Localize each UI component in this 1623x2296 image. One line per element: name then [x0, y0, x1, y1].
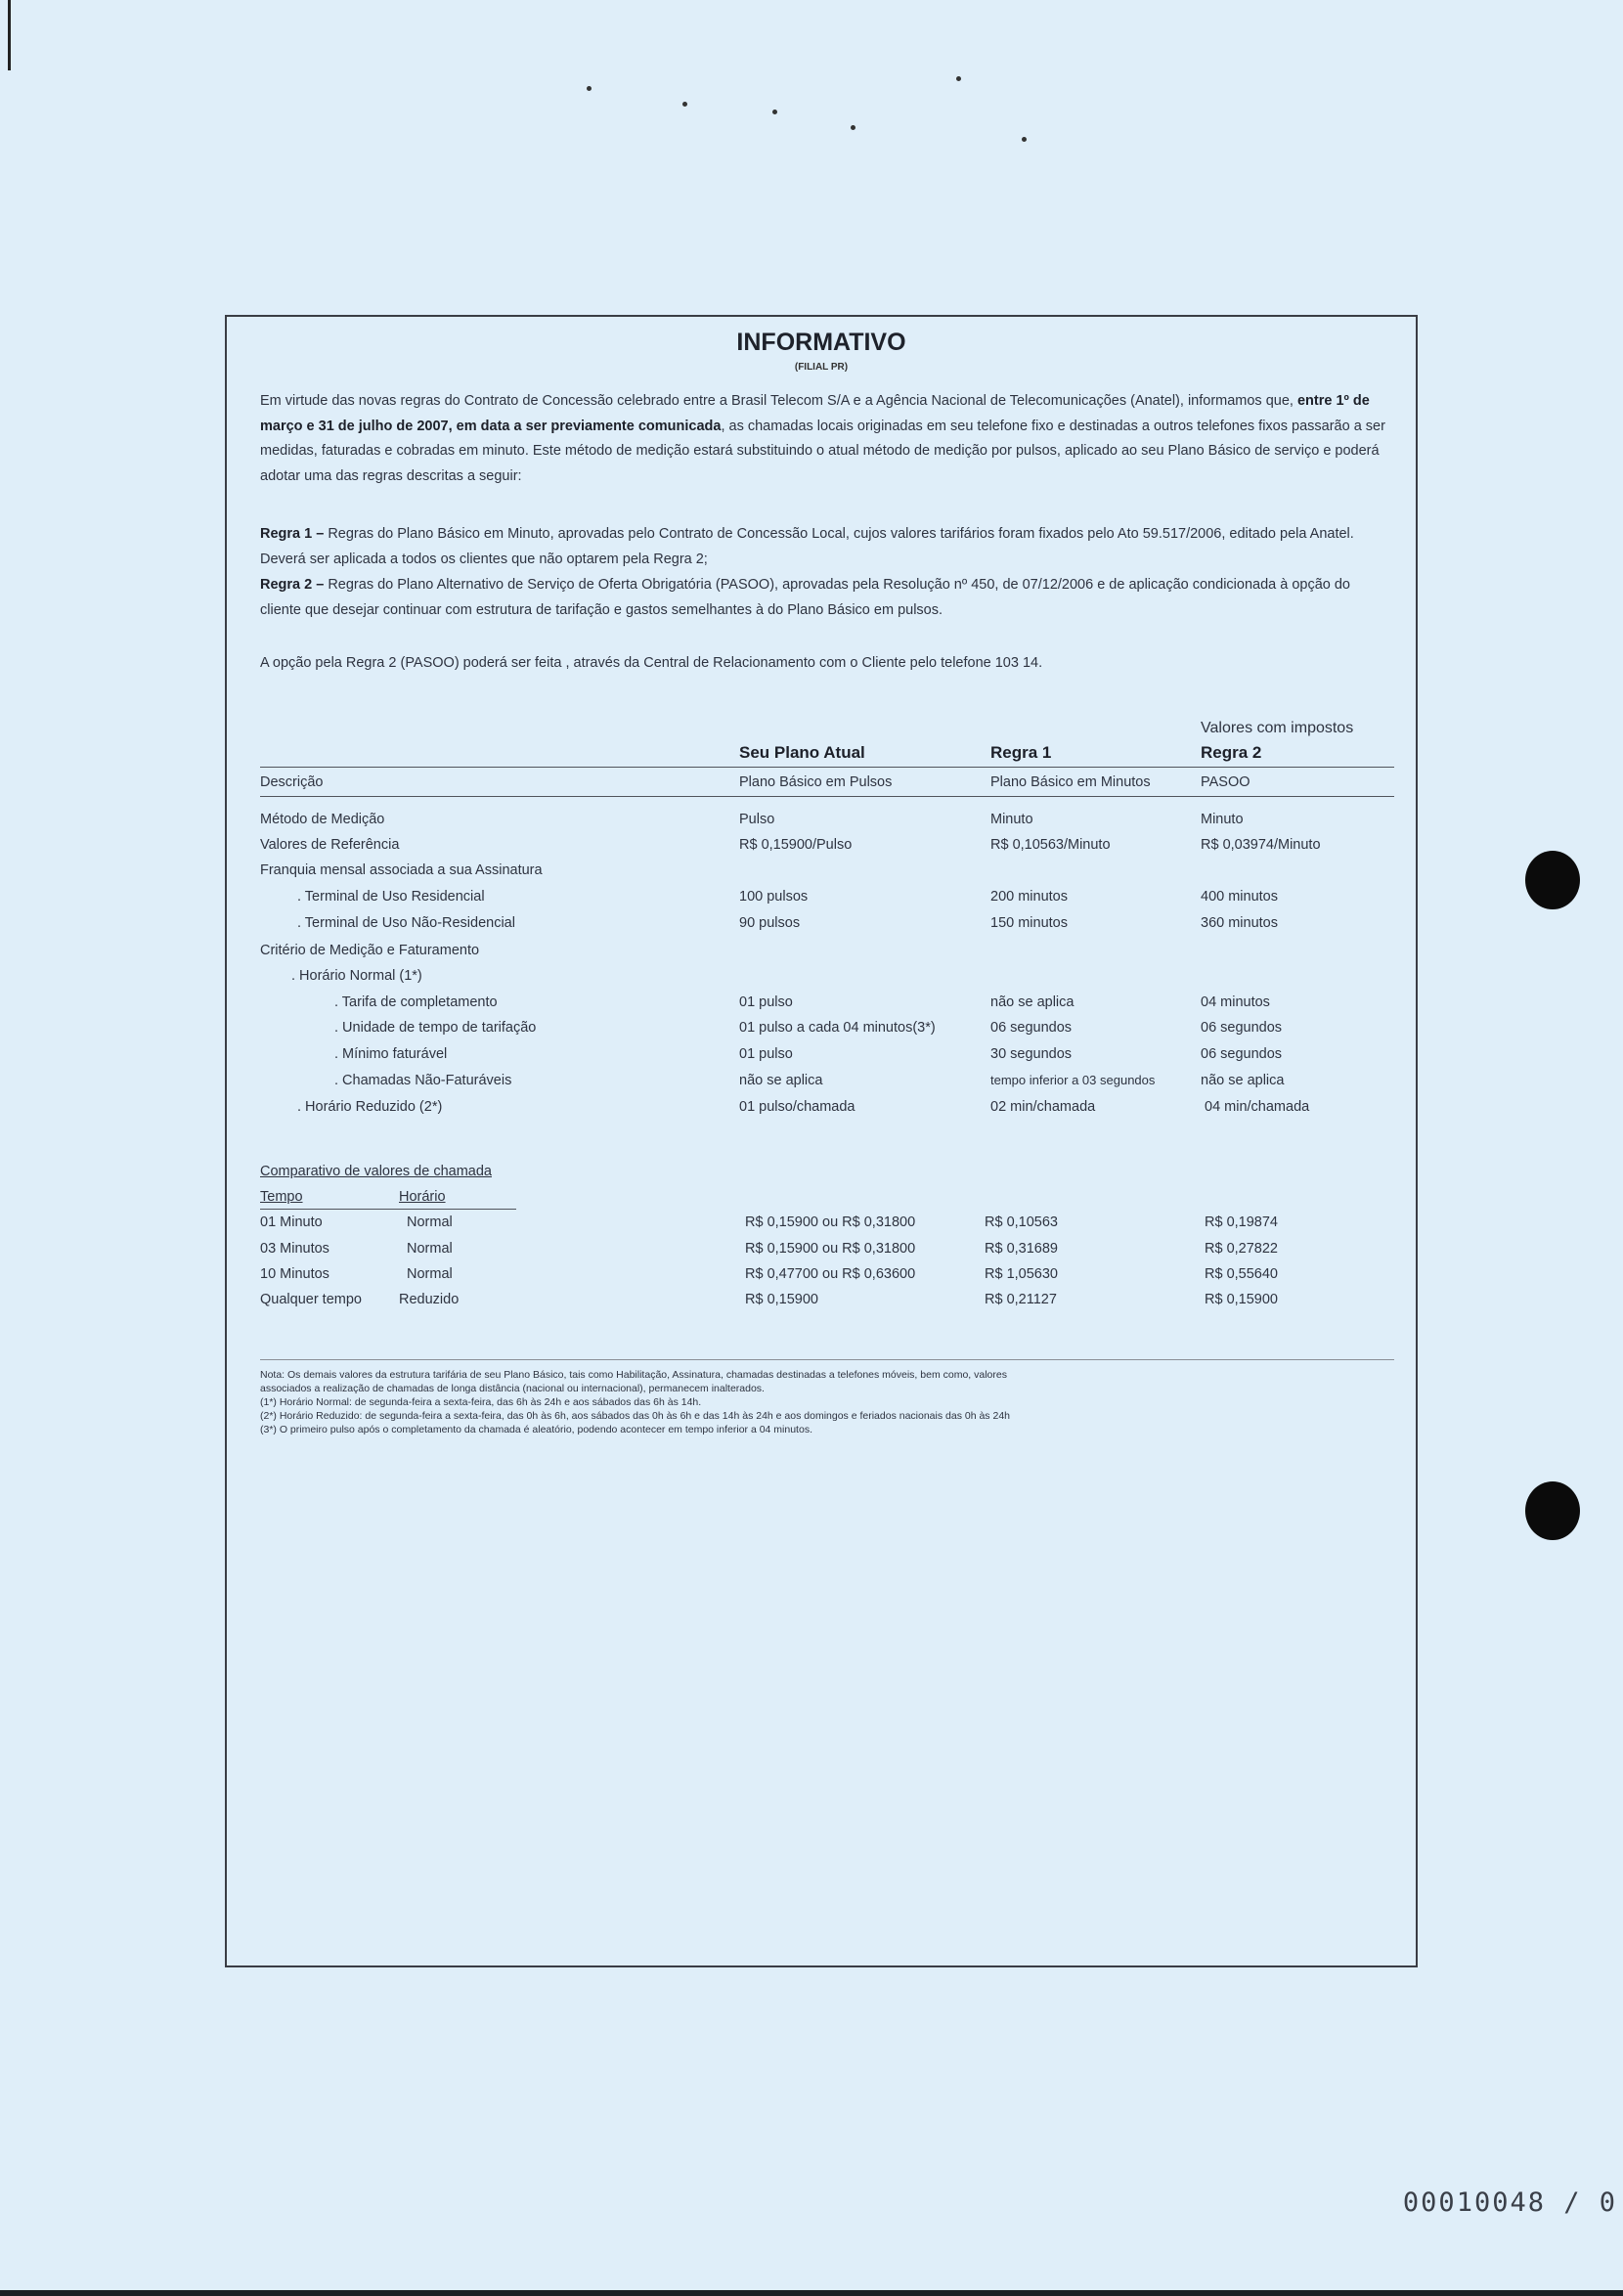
table-row	[227, 994, 1416, 1020]
cmp-rule1: R$ 0,31689	[985, 1241, 1058, 1257]
cell-rule1: 30 segundos	[990, 1046, 1073, 1062]
note-line: associados a realização de chamadas de longa distância (nacional ou internacional), permanecem inalterados.	[260, 1383, 765, 1394]
notes-rule	[260, 1359, 1394, 1360]
intro-text-1: Em virtude das novas regras do Contrato de Concessão celebrado entre a Brasil Telecom S/A e a Agência Nacional de Telecomunicações (Anatel), informamos que,	[260, 393, 1297, 409]
cmp-tempo: 01 Minuto	[260, 1214, 323, 1230]
table-row	[227, 1099, 1416, 1125]
table-row	[227, 889, 1416, 914]
cell-rule1: 02 min/chamada	[990, 1099, 1096, 1115]
comparison-head-tempo: Tempo	[260, 1189, 303, 1205]
cell-current: R$ 0,15900/Pulso	[739, 837, 853, 853]
intro-paragraph	[260, 389, 1394, 489]
cell-rule2: 04 min/chamada	[1205, 1099, 1310, 1115]
table-row	[227, 1073, 1416, 1098]
row-label: Valores de Referência	[260, 837, 400, 853]
document-number: 00010048 / 0	[1402, 2187, 1617, 2218]
row-label: . Chamadas Não-Faturáveis	[334, 1073, 512, 1088]
cmp-rule2: R$ 0,27822	[1205, 1241, 1278, 1257]
cmp-rule2: R$ 0,15900	[1205, 1292, 1278, 1307]
row-label: . Horário Reduzido (2*)	[297, 1099, 443, 1115]
cell-rule1: 06 segundos	[990, 1020, 1073, 1036]
scan-edge-mark	[8, 0, 11, 70]
table-row	[227, 837, 1416, 862]
rule-1-text: Regras do Plano Básico em Minuto, aprovadas pelo Contrato de Concessão Local, cujos valores tarifários foram fixados pelo Ato 59.517/2006, editado pela Anatel. Deverá ser aplicada a todos os clientes que não optarem pela Regra 2;	[260, 526, 1354, 567]
intro-bold-dates: entre 1º de março e 31 de julho de 2007, em data a ser previamente comunicada	[260, 393, 1370, 434]
col-current-plan-sub: Plano Básico em Pulsos	[739, 774, 893, 790]
cmp-horario: Normal	[407, 1241, 453, 1257]
scan-speck	[1022, 137, 1027, 142]
table-header-rule	[260, 796, 1394, 797]
cell-rule2: R$ 0,03974/Minuto	[1201, 837, 1321, 853]
cell-rule2: 04 minutos	[1201, 994, 1270, 1010]
table-row	[227, 812, 1416, 837]
col-current-plan-head: Seu Plano Atual	[739, 743, 865, 762]
scan-speck	[956, 76, 961, 81]
cell-rule1: não se aplica	[990, 994, 1075, 1010]
scan-speck	[851, 125, 855, 130]
cell-rule1: tempo inferior a 03 segundos	[990, 1073, 1156, 1087]
punch-hole	[1525, 851, 1580, 909]
rule-2-paragraph	[260, 573, 1394, 623]
note-line: Nota: Os demais valores da estrutura tarifária de seu Plano Básico, tais como Habilitação, Assinatura, chamadas destinadas a telefones móveis, bem como, valores	[260, 1369, 1007, 1381]
row-label: Critério de Medição e Faturamento	[260, 943, 480, 958]
doc-title: INFORMATIVO	[736, 329, 906, 356]
doc-subtitle: (FILIAL PR)	[794, 362, 849, 373]
comparison-head-horario: Horário	[399, 1189, 446, 1205]
cell-rule2: 06 segundos	[1201, 1046, 1283, 1062]
col-rule2-head: Regra 2	[1201, 743, 1262, 762]
cmp-rule2: R$ 0,19874	[1205, 1214, 1278, 1230]
rule-1-label: Regra 1 –	[260, 526, 325, 542]
cmp-current: R$ 0,15900 ou R$ 0,31800	[745, 1241, 916, 1257]
col-rule1-head: Regra 1	[990, 743, 1052, 762]
cell-rule1: 150 minutos	[990, 915, 1068, 931]
table-top-rule	[260, 767, 1394, 768]
cell-rule2: Minuto	[1201, 812, 1244, 827]
cell-current: 90 pulsos	[739, 915, 801, 931]
cell-current: 01 pulso/chamada	[739, 1099, 855, 1115]
row-label: Método de Medição	[260, 812, 385, 827]
note-line: (1*) Horário Normal: de segunda-feira a sexta-feira, das 6h às 24h e aos sábados das 6h às 14h.	[260, 1396, 702, 1408]
comparison-title: Comparativo de valores de chamada	[260, 1164, 492, 1179]
rule-2-label: Regra 2 –	[260, 577, 325, 593]
cmp-current: R$ 0,15900 ou R$ 0,31800	[745, 1214, 916, 1230]
cell-current: 100 pulsos	[739, 889, 809, 905]
tax-note: Valores com impostos	[1201, 720, 1354, 736]
cell-rule1: R$ 0,10563/Minuto	[990, 837, 1111, 853]
intro-text-2: , as chamadas locais originadas em seu telefone fixo e destinadas a outros telefones fixos passarão a ser medidas, faturadas e cobradas em minuto. Este método de medição estará substituindo o atual método de medição por pulsos, aplicado ao seu Plano Básico de serviço e poderá adotar uma das regras descritas a seguir:	[260, 418, 1385, 484]
cmp-rule1: R$ 0,10563	[985, 1214, 1058, 1230]
scan-speck	[682, 102, 687, 107]
informativo-box	[225, 315, 1418, 1967]
cmp-rule1: R$ 0,21127	[985, 1292, 1057, 1307]
scan-bottom-edge	[0, 2290, 1623, 2296]
note-line: (3*) O primeiro pulso após o completamento da chamada é aleatório, podendo acontecer em tempo inferior a 04 minutos.	[260, 1424, 812, 1435]
cmp-current: R$ 0,47700 ou R$ 0,63600	[745, 1266, 916, 1282]
cell-current: Pulso	[739, 812, 775, 827]
cell-rule2: 400 minutos	[1201, 889, 1278, 905]
row-label: . Terminal de Uso Não-Residencial	[297, 915, 515, 931]
cmp-tempo: 03 Minutos	[260, 1241, 329, 1257]
cell-rule2: não se aplica	[1201, 1073, 1285, 1088]
cmp-horario: Reduzido	[399, 1292, 460, 1307]
cell-rule1: Minuto	[990, 812, 1033, 827]
table-row	[227, 1020, 1416, 1045]
col-rule2-sub: PASOO	[1201, 774, 1250, 790]
cell-rule2: 360 minutos	[1201, 915, 1278, 931]
table-row	[227, 1046, 1416, 1072]
row-label: Franquia mensal associada a sua Assinatura	[260, 862, 543, 878]
notes-block	[260, 1368, 1394, 1436]
comparison-row	[227, 1266, 1416, 1292]
comparison-row	[227, 1292, 1416, 1317]
cell-current: 01 pulso a cada 04 minutos(3*)	[739, 1020, 936, 1036]
cell-current: 01 pulso	[739, 994, 793, 1010]
punch-hole	[1525, 1481, 1580, 1540]
row-label: . Tarifa de completamento	[334, 994, 498, 1010]
comparison-head-rule	[260, 1209, 516, 1210]
option-paragraph: A opção pela Regra 2 (PASOO) poderá ser feita , através da Central de Relacionamento com o Cliente pelo telefone 103 14.	[260, 655, 1043, 671]
col-rule1-sub: Plano Básico em Minutos	[990, 774, 1151, 790]
cmp-rule1: R$ 1,05630	[985, 1266, 1058, 1282]
desc-label: Descrição	[260, 774, 324, 790]
table-row	[227, 968, 1416, 993]
table-row	[227, 915, 1416, 941]
note-line: (2*) Horário Reduzido: de segunda-feira a sexta-feira, das 0h às 6h, aos sábados das 0h às 6h e das 14h às 24h e aos domingos e feriados nacionais das 0h às 24h	[260, 1410, 1010, 1422]
cmp-horario: Normal	[407, 1266, 453, 1282]
cmp-tempo: Qualquer tempo	[260, 1292, 362, 1307]
row-label: . Horário Normal (1*)	[291, 968, 422, 984]
cell-current: não se aplica	[739, 1073, 823, 1088]
table-row	[227, 862, 1416, 888]
comparison-row	[227, 1214, 1416, 1240]
cmp-tempo: 10 Minutos	[260, 1266, 329, 1282]
cell-rule1: 200 minutos	[990, 889, 1068, 905]
comparison-row	[227, 1241, 1416, 1266]
cell-current: 01 pulso	[739, 1046, 793, 1062]
table-row	[227, 943, 1416, 968]
row-label: . Terminal de Uso Residencial	[297, 889, 485, 905]
rule-1-paragraph	[260, 522, 1394, 572]
scan-speck	[772, 110, 777, 114]
scan-speck	[587, 86, 592, 91]
cmp-rule2: R$ 0,55640	[1205, 1266, 1278, 1282]
row-label: . Unidade de tempo de tarifação	[334, 1020, 537, 1036]
cell-rule2: 06 segundos	[1201, 1020, 1283, 1036]
rule-2-text: Regras do Plano Alternativo de Serviço de Oferta Obrigatória (PASOO), aprovadas pela Resolução nº 450, de 07/12/2006 e de aplicação condicionada à opção do cliente que desejar continuar com estrutura de tarifação e gastos semelhantes à do Plano Básico em pulsos.	[260, 577, 1350, 618]
cmp-horario: Normal	[407, 1214, 453, 1230]
row-label: . Mínimo faturável	[334, 1046, 448, 1062]
cmp-current: R$ 0,15900	[745, 1292, 818, 1307]
